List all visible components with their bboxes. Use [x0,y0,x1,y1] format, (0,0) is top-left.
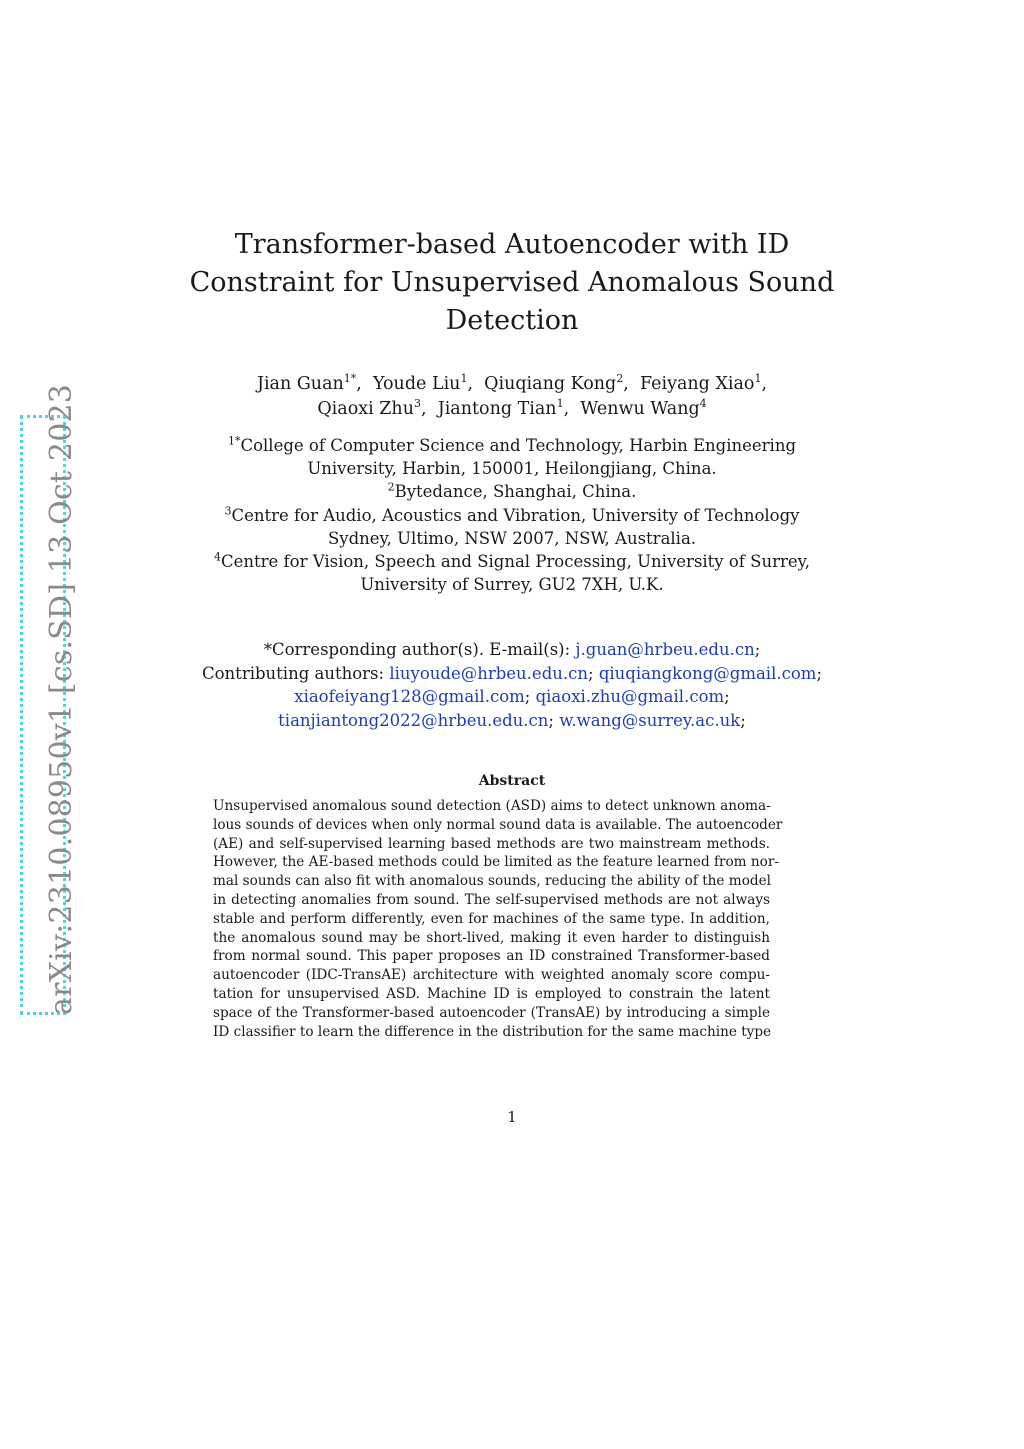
contrib-line-3: tianjiantong2022@hrbeu.edu.cn; w.wang@surrey.ac.uk; [278,710,746,730]
contrib-line-1: Contributing authors: liuyoude@hrbeu.edu.cn; qiuqiangkong@gmail.com; [202,663,822,683]
author-name: Jian Guan [256,374,344,394]
abstract-body [213,797,783,1041]
abstract-line: ID classifier to learn the difference in the distribution for the same machine type [213,1023,772,1040]
affil-text: Centre for Audio, Acoustics and Vibration, University of Technology [231,505,800,525]
affiliation-1-cont: University, Harbin, 150001, Heilongjiang, China. [307,459,717,479]
abstract-line: from normal sound. This paper proposes an ID constrained Transformer-based [213,948,770,965]
abstract-line: mal sounds can also fit with anomalous sounds, reducing the ability of the model [213,873,771,890]
corresponding-label: *Corresponding author(s). E-mail(s): [263,640,576,659]
email-link[interactable]: qiaoxi.zhu@gmail.com [535,687,725,706]
title-line-3: Detection [445,305,579,336]
arxiv-stamp: arXiv:2310.08950v1 [cs.SD] 13 Oct 2023 [44,383,79,1015]
abstract-line: tation for unsupervised ASD. Machine ID is employed to constrain the latent [213,985,770,1002]
affil-sup: 2 [387,480,395,494]
author-name: Youde Liu [372,374,461,394]
abstract-line: Unsupervised anomalous sound detection (ASD) aims to detect unknown anoma- [213,798,771,814]
affil-text: Centre for Vision, Speech and Signal Processing, University of Surrey, [221,552,810,572]
affiliation-2 [0,480,1024,503]
abstract-heading: Abstract [478,773,546,789]
abstract-line: in detecting anomalies from sound. The self-supervised methods are not always [213,891,770,908]
corresponding-line: *Corresponding author(s). E-mail(s): j.guan@hrbeu.edu.cn; [263,640,761,659]
author-name: Wenwu Wang [580,399,700,419]
contrib-line-2: xiaofeiyang128@gmail.com; qiaoxi.zhu@gmail.com; [294,687,730,706]
author-sup: 2 [616,372,624,386]
author-name: Qiaoxi Zhu [317,399,414,419]
email-link[interactable]: liuyoude@hrbeu.edu.cn [389,663,588,683]
email-link[interactable]: qiuqiangkong@gmail.com [598,663,817,683]
author-line-1: Jian Guan$^{1*}$, Youde Liu$^1$, Qiuqiang Kong$^2$, Feiyang Xiao$^1$, [256,372,768,394]
affil-sup: 4 [214,550,221,564]
abstract-line: (AE) and self-supervised learning based methods are two mainstream methods. [213,835,770,852]
abstract-line: space of the Transformer-based autoencoder (TransAE) by introducing a simple [213,1004,770,1021]
abstract-line: However, the AE-based methods could be limited as the feature learned from nor- [213,854,779,871]
email-link[interactable]: tianjiantong2022@hrbeu.edu.cn [278,710,549,730]
author-sup: 1 [754,372,762,386]
affil-sup: 1* [227,434,241,448]
contrib-label: Contributing authors: [202,663,390,683]
abstract-line: lous sounds of devices when only normal sound data is available. The autoencoder [213,816,783,833]
author-sup: 1* [343,372,357,386]
corresponding-block [0,638,1024,732]
affiliation-3 [0,504,1024,527]
author-name: Qiuqiang Kong [484,374,617,394]
author-sup: 4 [699,397,707,411]
author-line-2: Qiaoxi Zhu$^3$, Jiantong Tian$^1$, Wenwu Wang$^4$ [317,397,707,419]
abstract-line: autoencoder (IDC-TransAE) architecture with weighted anomaly score compu- [213,967,770,984]
author-list [0,372,1024,422]
email-link[interactable]: j.guan@hrbeu.edu.cn [575,640,755,659]
title-line-2: Constraint for Unsupervised Anomalous Sound [189,267,835,298]
abstract-line: the anomalous sound may be short-lived, making it even harder to distinguish [213,929,770,946]
paper-title [0,226,1024,340]
author-sup: 3 [413,397,421,411]
affiliation-4 [0,550,1024,573]
abstract-line: stable and perform differently, even for machines of the same type. In addition, [213,910,770,927]
email-link[interactable]: xiaofeiyang128@gmail.com [294,687,525,706]
affiliation-4-cont: University of Surrey, GU2 7XH, U.K. [360,575,664,595]
author-name: Feiyang Xiao [639,374,755,394]
page-number: 1 [507,1108,517,1126]
email-link[interactable]: w.wang@surrey.ac.uk [559,710,741,730]
affiliation-1 [0,434,1024,457]
author-name: Jiantong Tian [437,399,557,419]
author-sup: 1 [460,372,468,386]
affil-text: College of Computer Science and Technology, Harbin Engineering [240,436,797,455]
title-line-1: Transformer-based Autoencoder with ID [234,229,790,260]
affiliations [0,434,1024,596]
author-sup: 1 [556,397,564,411]
affil-sup: 3 [224,504,232,518]
affiliation-3-cont: Sydney, Ultimo, NSW 2007, NSW, Australia. [327,528,697,548]
affil-text: Bytedance, Shanghai, China. [394,482,637,502]
